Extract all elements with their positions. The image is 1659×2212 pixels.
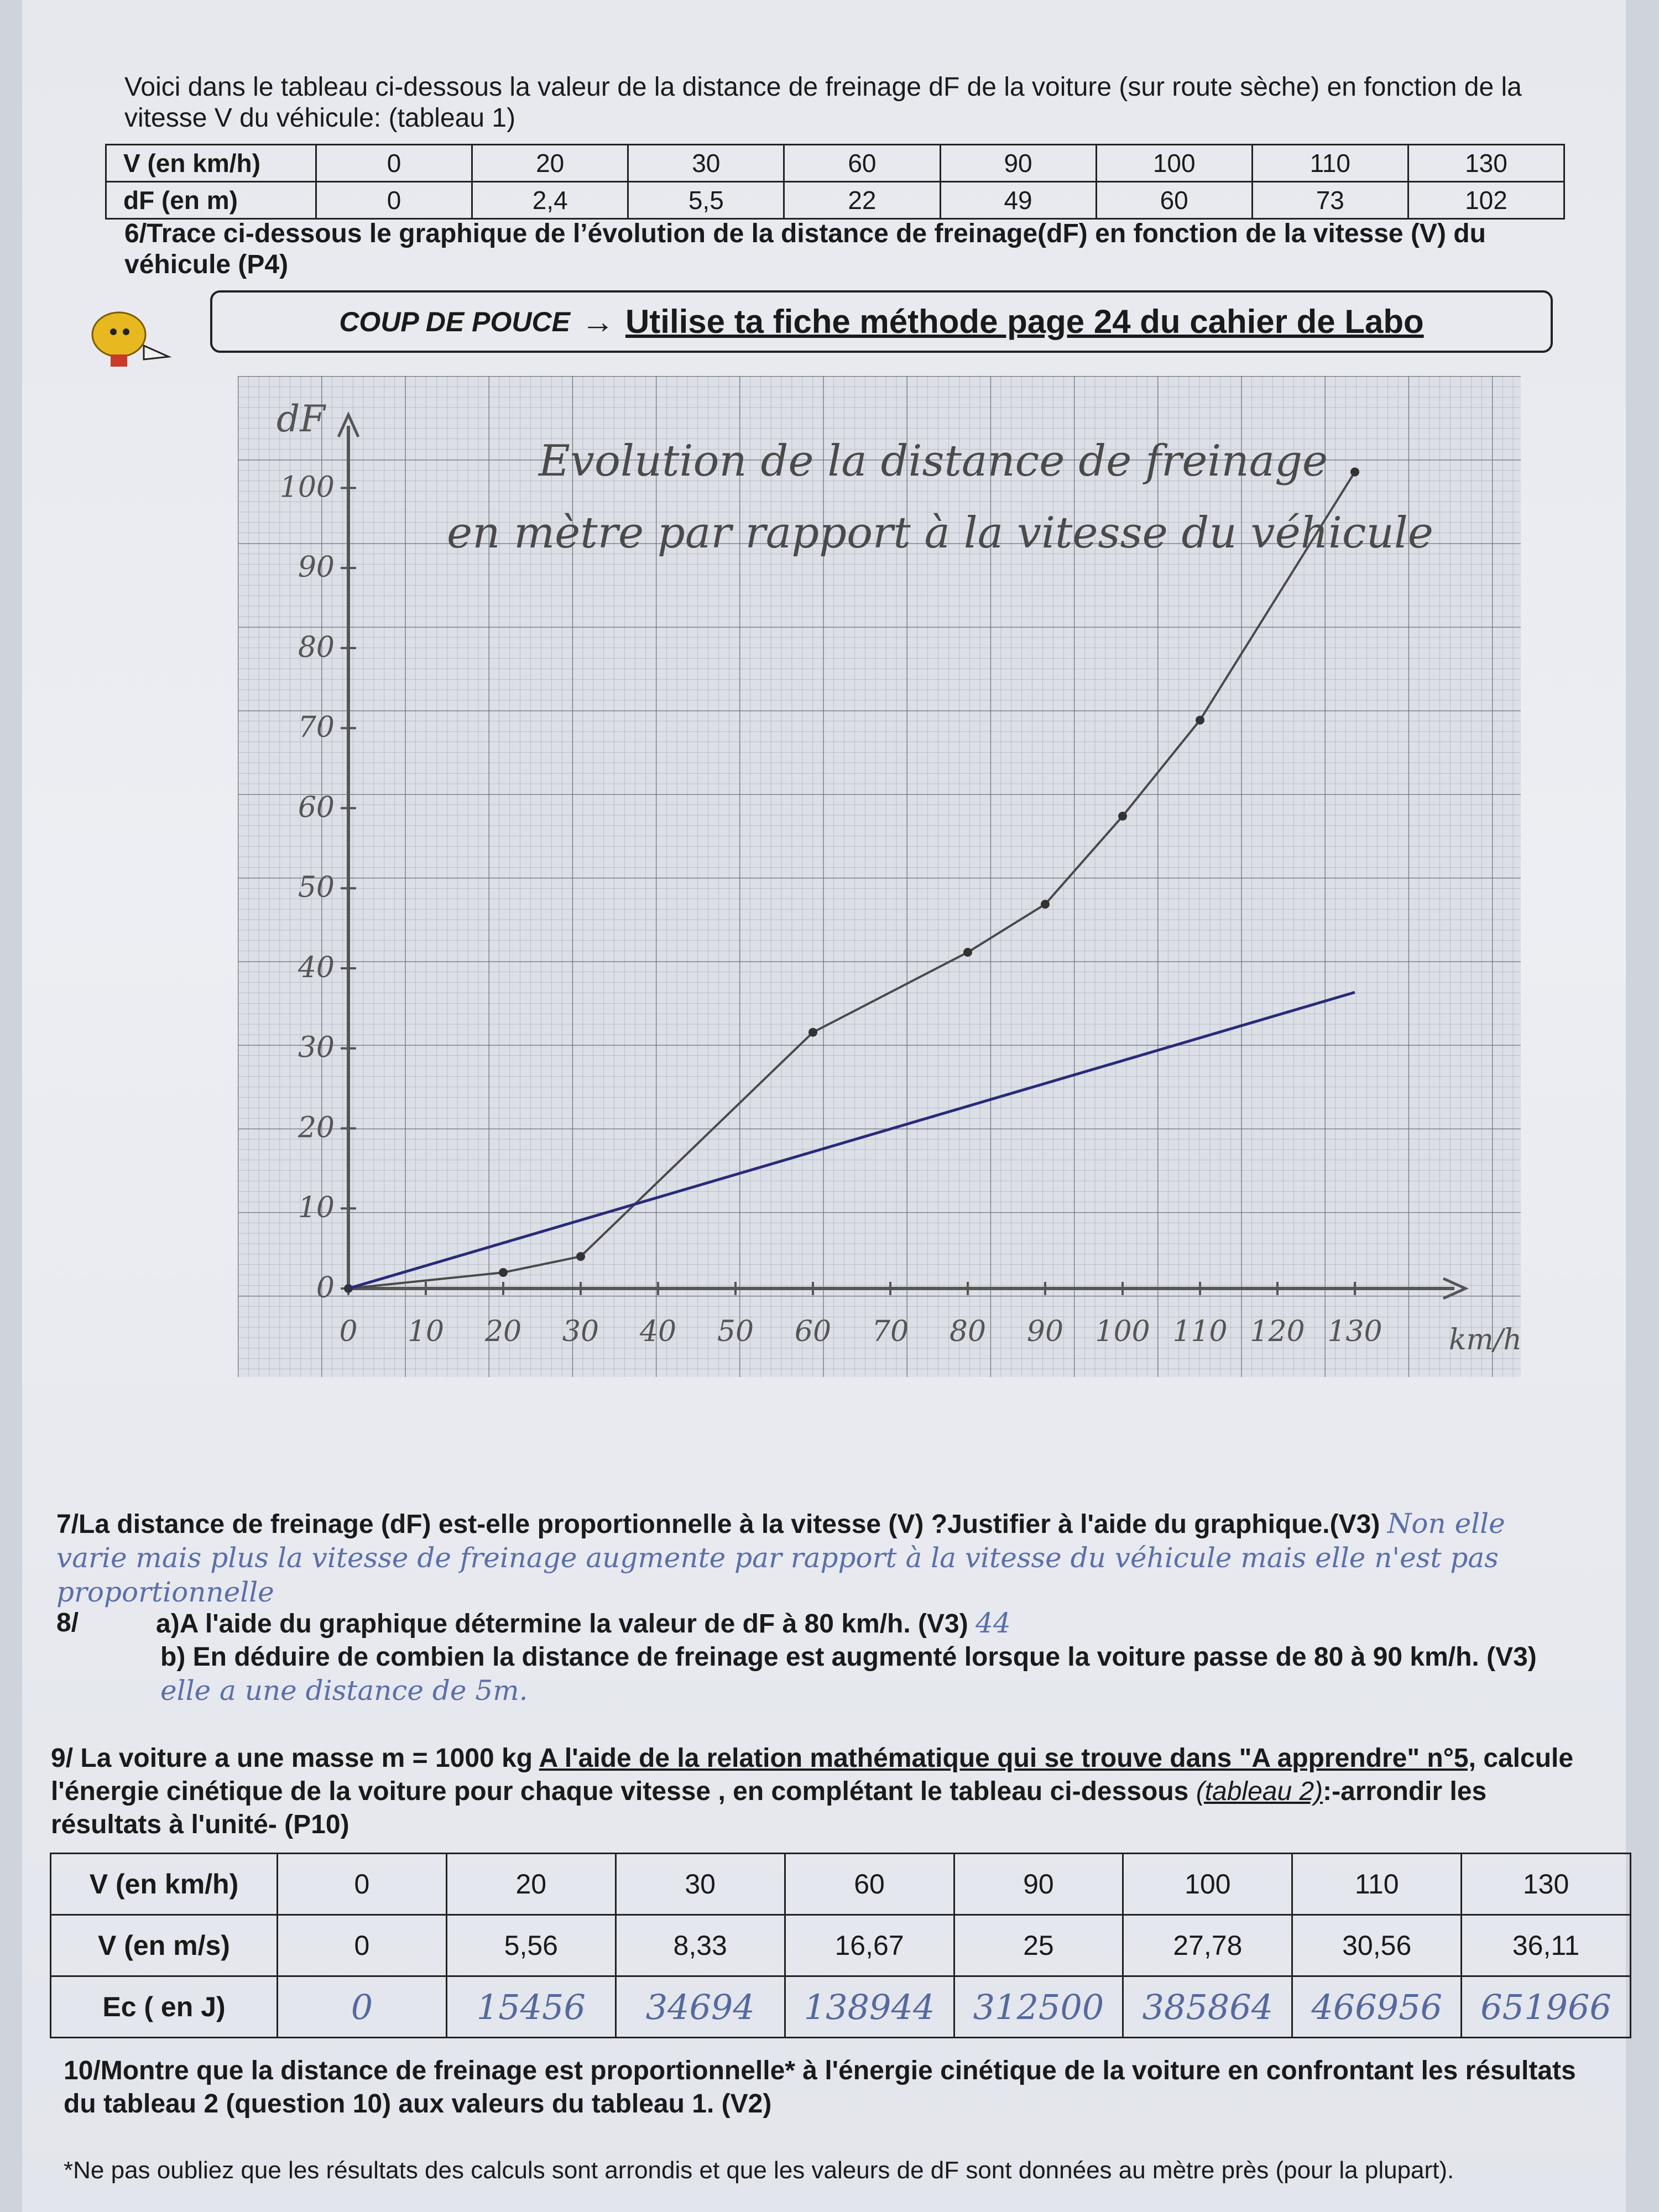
table-2-row-ms [51,1915,1631,1976]
table-2-ec-cell[interactable]: 15456 [446,1976,615,2038]
data-point [1196,716,1204,724]
data-point [1118,812,1127,821]
table-2-ec-cell[interactable]: 651966 [1462,1976,1631,2038]
question-7 [56,1507,1583,1610]
x-tick-label: 120 [1250,1315,1305,1348]
table-2-cell: 8,33 [615,1915,785,1976]
table-2-cell: 90 [954,1854,1123,1915]
x-tick-label: 100 [1095,1315,1150,1348]
table-1-speed-header: V (en km/h) [106,145,316,182]
table-2-cell: 100 [1123,1854,1292,1915]
table-2-cell: 36,11 [1462,1915,1631,1976]
table-1-cell: 0 [316,145,472,182]
table-2-cell: 5,56 [446,1915,615,1976]
x-tick-label: 30 [562,1315,599,1348]
table-2-cell: 0 [278,1854,447,1915]
graph-area [238,376,1521,1377]
table-2-cell: 25 [954,1915,1123,1976]
hint-label: COUP DE POUCE [339,306,570,337]
question-9-table-ref: (tableau 2) [1196,1777,1323,1806]
y-tick-label: 40 [298,951,335,984]
question-8-b-answer: elle a une distance de 5m. [160,1674,528,1707]
footnote: *Ne pas oubliez que les résultats des calculs sont arrondis et que les valeurs de dF sont données au mètre près (pour la plupart). [64,2157,1454,2184]
y-tick-label: 0 [316,1271,335,1305]
y-tick-label: 30 [298,1031,335,1065]
table-1-cell: 5,5 [628,182,784,219]
table-2-cell: 30,56 [1292,1915,1462,1976]
question-8-b-text: b) En déduire de combien la distance de freinage est augmenté lorsque la voiture passe de 80 à 90 km/h. (V3) [160,1642,1537,1672]
y-tick-label: 20 [298,1111,335,1145]
table-2-row-ec [51,1976,1631,2038]
question-8-a-text: a)A l'aide du graphique détermine la valeur de dF à 80 km/h. (V3) [156,1609,968,1639]
x-tick-label: 40 [639,1315,677,1348]
question-9 [51,1742,1594,1841]
question-8-a-line [56,1606,1583,1641]
table-1-cell: 60 [784,145,940,182]
x-tick-label: 70 [872,1315,909,1348]
question-8 [56,1606,1583,1708]
table-2-ec-cell[interactable]: 0 [278,1976,447,2038]
y-axis-label: dF [276,398,326,440]
table-2-kmh-header: V (en km/h) [51,1854,278,1915]
y-tick-label: 10 [298,1191,335,1225]
question-8-b-line [56,1641,1583,1708]
table-2-ms-header: V (en m/s) [51,1915,278,1976]
x-tick-label: 50 [717,1315,754,1348]
y-tick-label: 90 [298,551,335,585]
table-2-cell: 60 [785,1854,954,1915]
chart-title: Evolution de la distance de freinage en mètre par rapport à la vitesse du véhicule [447,436,1433,558]
question-9-text-1: 9/ La voiture a une masse m = 1000 kg [51,1744,539,1773]
table-1-cell: 130 [1408,145,1564,182]
question-9-text-2: calcule l'énergie cinétique de la voiture pour chaque vitesse , en complétant le tableau ci-dessous [51,1744,1574,1806]
data-point [1350,467,1359,476]
table-1-cell: 0 [316,182,472,219]
x-tick-label: 90 [1026,1315,1064,1348]
y-tick-label: 70 [298,711,335,744]
data-point [808,1028,817,1037]
data-point [576,1252,585,1261]
table-1-cell: 2,4 [472,182,628,219]
y-tick-label: 100 [279,471,335,504]
hint-arrow: → [581,303,614,340]
question-7-text: 7/La distance de freinage (dF) est-elle proportionnelle à la vitesse (V) ?Justifier à l'aide du graphique.(V3) [56,1510,1380,1539]
y-tick-label: 50 [298,871,335,905]
x-tick-label: 110 [1172,1315,1228,1348]
table-2-cell: 16,67 [785,1915,954,1976]
intro-text: Voici dans le tableau ci-dessous la valeur de la distance de freinage dF de la voiture (sur route sèche) en fonction de la vitesse V du véhicule: (tableau 1) [124,72,1522,133]
table-2-cell: 20 [446,1854,615,1915]
question-9-text-underlined: A l'aide de la relation mathématique qui se trouve dans "A apprendre" n°5, [539,1744,1476,1773]
question-8-a-answer: 44 [975,1607,1011,1639]
x-tick-label: 130 [1327,1315,1383,1348]
table-2-ec-cell[interactable]: 34694 [615,1976,785,2038]
table-2-ec-cell[interactable]: 466956 [1292,1976,1462,2038]
data-point [1041,900,1050,909]
braking-distance-chart [238,376,1521,1377]
x-tick-label: 20 [484,1315,522,1348]
table-1 [105,144,1565,220]
table-2-cell: 0 [278,1915,447,1976]
hint-text: Utilise ta fiche méthode page 24 du cahier de Labo [625,303,1424,340]
table-2 [50,1853,1631,2038]
table-1-row-speed [106,145,1564,182]
table-1-cell: 60 [1096,182,1252,219]
table-1-cell: 30 [628,145,784,182]
table-2-ec-cell[interactable]: 138944 [785,1976,954,2038]
y-tick-label: 60 [298,791,335,825]
lightbulb-icon [88,307,171,379]
table-1-cell: 49 [940,182,1096,219]
table-2-ec-cell[interactable]: 312500 [954,1976,1123,2038]
table-2-cell: 27,78 [1123,1915,1292,1976]
table-1-cell: 90 [940,145,1096,182]
question-7-answer: Non elle varie mais plus la vitesse de freinage augmente par rapport à la vitesse du véhicule mais elle n'est pas proportionnelle [56,1507,1505,1608]
x-axis-label: km/h [1449,1323,1521,1357]
data-point [963,948,972,957]
table-1-cell: 110 [1252,145,1408,182]
table-1-cell: 20 [472,145,628,182]
x-tick-label: 0 [339,1315,358,1348]
question-6: 6/Trace ci-dessous le graphique de l’évolution de la distance de freinage(dF) en fonction de la vitesse (V) du véhicule (P4) [124,219,1486,279]
table-2-ec-header: Ec ( en J) [51,1976,278,2038]
table-1-distance-header: dF (en m) [106,182,316,219]
table-1-cell: 73 [1252,182,1408,219]
x-tick-label: 80 [949,1315,987,1348]
x-tick-label: 10 [407,1315,445,1348]
table-2-cell: 110 [1292,1854,1462,1915]
table-2-row-kmh [51,1854,1631,1915]
table-1-cell: 102 [1408,182,1564,219]
table-2-cell: 130 [1462,1854,1631,1915]
y-tick-label: 80 [298,630,335,664]
question-10: 10/Montre que la distance de freinage est proportionnelle* à l'énergie cinétique de la voiture en confrontant les résultats du tableau 2 (question 10) aux valeurs du tableau 1. (V2) [64,2056,1576,2119]
worksheet-page [22,0,1626,2212]
table-1-cell: 100 [1096,145,1252,182]
question-9-text-3: :-arrondir les résultats à l'unité- (P10) [51,1777,1487,1839]
table-1-cell: 22 [784,182,940,219]
hint-box [210,290,1553,353]
data-point [499,1268,508,1277]
table-2-ec-cell[interactable]: 385864 [1123,1976,1292,2038]
x-tick-label: 60 [794,1315,832,1348]
table-1-row-distance [106,182,1564,219]
table-2-cell: 30 [615,1854,785,1915]
question-8-number: 8/ [56,1608,79,1637]
